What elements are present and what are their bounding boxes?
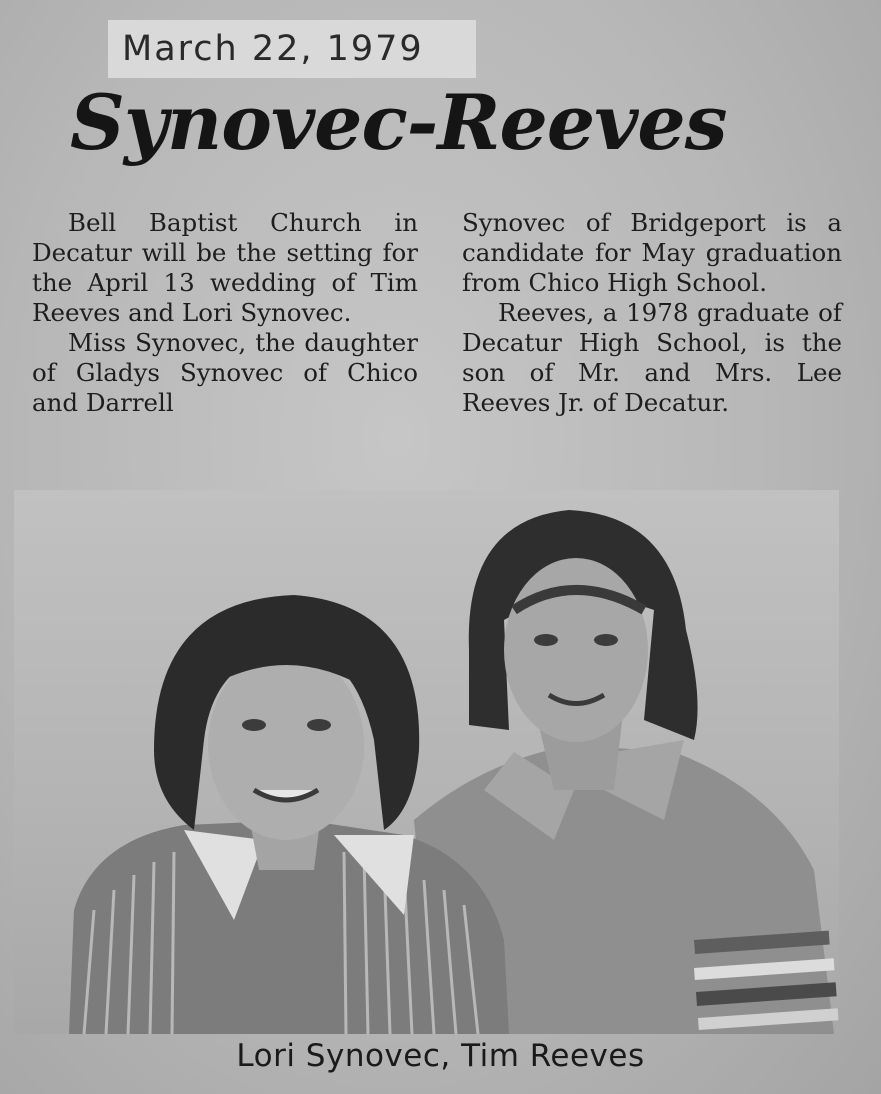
photo-caption: Lori Synovec, Tim Reeves bbox=[236, 1038, 645, 1074]
article-paragraph: Synovec of Bridgeport is a candidate for May graduation from Chico High School. bbox=[462, 208, 842, 297]
couple-photo bbox=[14, 490, 839, 1034]
article-paragraph: Miss Synovec, the daughter of Gladys Synovec of Chico and Darrell bbox=[32, 328, 418, 417]
article-column-right bbox=[462, 208, 842, 418]
couple-photo-illustration bbox=[14, 490, 839, 1034]
article-paragraph: Reeves, a 1978 graduate of Decatur High School, is the son of Mr. and Mrs. Lee Reeves Jr. of Decatur. bbox=[462, 298, 842, 417]
article-paragraph: Bell Baptist Church in Decatur will be the setting for the April 13 wedding of Tim Reeves and Lori Synovec. bbox=[32, 208, 418, 327]
article-column-left bbox=[32, 208, 418, 418]
date-label: March 22, 1979 bbox=[108, 20, 476, 78]
headline: Synovec-Reeves bbox=[70, 78, 727, 167]
